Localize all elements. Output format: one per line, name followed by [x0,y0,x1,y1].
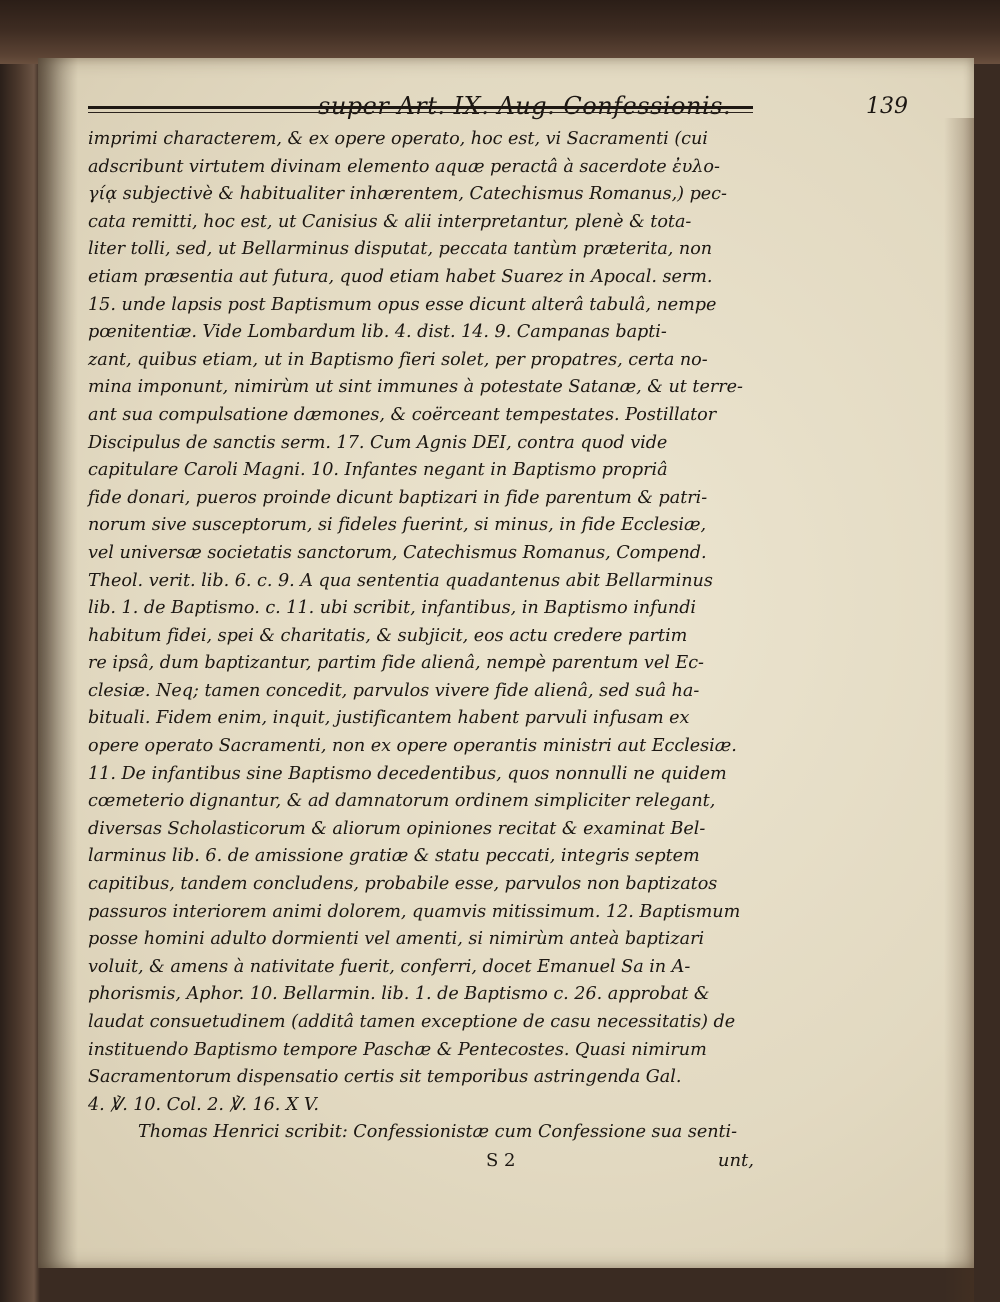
text-line: adscribunt virtutem divinam elemento aquæ peractâ à sacerdote ἐυλο- [88,156,720,177]
text-line: Theol. verit. lib. 6. c. 9. A qua sententia quadantenus abit Bellarminus [88,570,713,591]
page-header [128,90,908,130]
text-line: 4. ℣. 10. Col. 2. ℣. 16. X V. [88,1094,319,1115]
text-line: capitulare Caroli Magni. 10. Infantes negant in Baptismo propriâ [88,460,668,481]
text-line: pœnitentiæ. Vide Lombardum lib. 4. dist. 14. 9. Campanas bapti- [88,322,667,343]
text-line: diversas Scholasticorum & aliorum opiniones recitat & examinat Bel- [88,818,706,839]
signature-mark: S 2 [486,1149,516,1171]
text-line: zant, quibus etiam, ut in Baptismo fieri solet, per propatres, certa no- [88,349,708,370]
header-rule-thin [88,112,753,113]
text-line: instituendo Baptismo tempore Paschæ & Pentecostes. Quasi nimirum [88,1039,707,1060]
text-line: liter tolli, sed, ut Bellarminus disputat, peccata tantùm præterita, non [88,239,713,260]
text-line-indented: Thomas Henrici scribit: Confessionistæ cum Confessione sua senti- [138,1122,738,1143]
text-line: capitibus, tandem concludens, probabile esse, parvulos non baptizatos [88,874,718,895]
text-line: 11. De infantibus sine Baptismo decedentibus, quos nonnulli ne quidem [88,763,727,784]
page-number: 139 [866,94,908,119]
text-line: cata remitti, hoc est, ut Canisius & alii interpretantur, plenè & tota- [88,211,692,232]
text-line: passuros interiorem animi dolorem, quamvis mitissimum. 12. Baptismum [88,901,741,922]
text-line: γίᾳ subjectivè & habitualiter inhærentem, Catechismus Romanus,) pec- [88,184,727,205]
text-line: bituali. Fidem enim, inquit, justificantem habent parvuli infusam ex [88,708,690,729]
text-line: habitum fidei, spei & charitatis, & subjicit, eos actu credere partim [88,625,688,646]
book-binding-top [0,0,1000,64]
text-line: etiam præsentia aut futura, quod etiam habet Suarez in Apocal. serm. [88,266,713,287]
text-line: re ipsâ, dum baptizantur, partim fide alienâ, nempè parentum vel Ec- [88,653,704,674]
text-line: vel universæ societatis sanctorum, Catechismus Romanus, Compend. [88,542,707,563]
page-edge-shadow [944,118,974,1302]
text-line: lib. 1. de Baptismo. c. 11. ubi scribit, infantibus, in Baptismo infundi [88,598,697,619]
book-page [38,58,974,1268]
text-line: 15. unde lapsis post Baptismum opus esse dicunt alterâ tabulâ, nempe [88,294,717,315]
text-line: mina imponunt, nimirùm ut sint immunes à potestate Satanæ, & ut terre- [88,377,743,398]
header-rule [88,106,753,109]
text-line: posse homini adulto dormienti vel amenti, si nimirùm anteà baptizari [88,929,705,950]
text-line: norum sive susceptorum, si fideles fuerint, si minus, in fide Ecclesiæ, [88,515,707,536]
running-title: super Art. IX. Aug. Confessionis. [318,92,732,120]
text-line: imprimi characterem, & ex opere operato, hoc est, vi Sacramenti (cui [88,129,708,149]
text-line: fide donari, pueros proinde dicunt baptizari in fide parentum & patri- [88,487,708,508]
text-line: opere operato Sacramenti, non ex opere operantis ministri aut Ecclesiæ. [88,736,737,757]
text-line: clesiæ. Neq; tamen concedit, parvulos vivere fide alienâ, sed suâ ha- [88,680,700,701]
page-gutter-shadow [38,58,78,1268]
text-line: larminus lib. 6. de amissione gratiæ & statu peccati, integris septem [88,846,700,867]
signature-line [88,1147,758,1175]
text-line: voluit, & amens à nativitate fuerit, conferri, docet Emanuel Sa in A- [88,956,691,977]
text-line: phorismis, Aphor. 10. Bellarmin. lib. 1. de Baptismo c. 26. approbat & [88,984,710,1005]
catchword: unt, [717,1149,754,1171]
text-line: laudat consuetudinem (additâ tamen exceptione de casu necessitatis) de [88,1012,736,1032]
body-text [88,126,758,1175]
text-line: ant sua compulsatione dæmones, & coërceant tempestates. Postillator [88,404,717,425]
text-line: Discipulus de sanctis serm. 17. Cum Agnis DEI, contra quod vide [88,432,668,453]
text-line: Sacramentorum dispensatio certis sit temporibus astringenda Gal. [88,1067,682,1088]
text-line: cœmeterio dignantur, & ad damnatorum ordinem simpliciter relegant, [88,791,716,812]
